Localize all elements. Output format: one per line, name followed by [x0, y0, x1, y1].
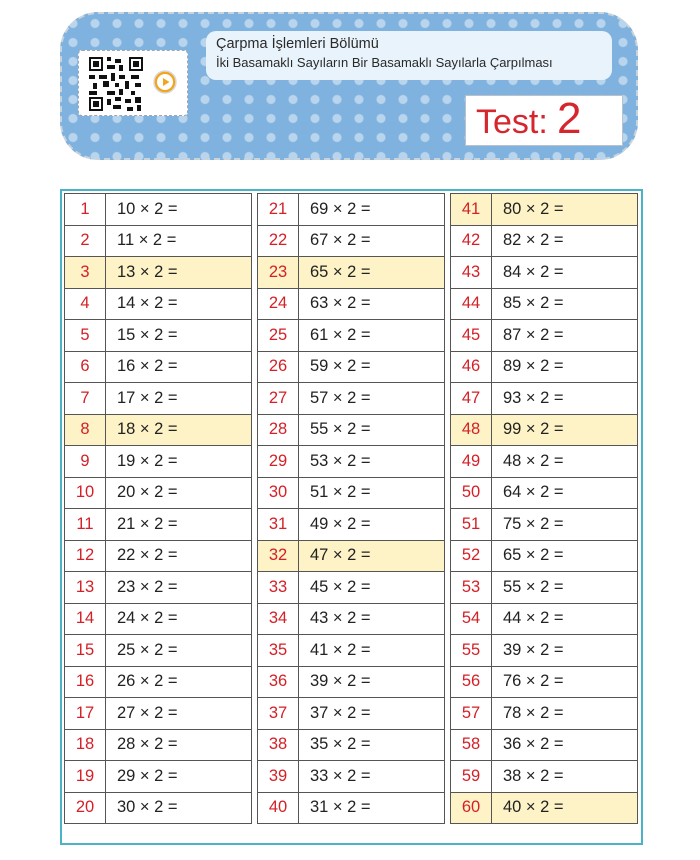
- problem-number: 48: [451, 414, 492, 446]
- problem-number: 4: [65, 288, 106, 320]
- problem-expression: 45 × 2 =: [299, 572, 445, 604]
- table-row: [65, 729, 638, 761]
- problem-number: 19: [65, 761, 106, 793]
- problem-expression: 25 × 2 =: [106, 635, 252, 667]
- problem-expression: 78 × 2 =: [492, 698, 638, 730]
- table-row: [65, 414, 638, 446]
- problem-number: 39: [258, 761, 299, 793]
- problem-number: 35: [258, 635, 299, 667]
- problem-number: 21: [258, 194, 299, 226]
- problem-expression: 75 × 2 =: [492, 509, 638, 541]
- table-row: [65, 572, 638, 604]
- problem-expression: 48 × 2 =: [492, 446, 638, 478]
- problem-expression: 11 × 2 =: [106, 225, 252, 257]
- problem-expression: 10 × 2 =: [106, 194, 252, 226]
- problem-number: 6: [65, 351, 106, 383]
- table-row: [65, 225, 638, 257]
- problem-expression: 41 × 2 =: [299, 635, 445, 667]
- problem-number: 59: [451, 761, 492, 793]
- problem-expression: 29 × 2 =: [106, 761, 252, 793]
- problem-number: 22: [258, 225, 299, 257]
- table-row: [65, 761, 638, 793]
- problem-number: 14: [65, 603, 106, 635]
- problem-expression: 13 × 2 =: [106, 257, 252, 289]
- problem-expression: 17 × 2 =: [106, 383, 252, 415]
- problem-expression: 99 × 2 =: [492, 414, 638, 446]
- test-label: Test:: [476, 103, 548, 141]
- problem-expression: 30 × 2 =: [106, 792, 252, 824]
- problem-expression: 14 × 2 =: [106, 288, 252, 320]
- table-row: [65, 288, 638, 320]
- problem-number: 41: [451, 194, 492, 226]
- problem-expression: 82 × 2 =: [492, 225, 638, 257]
- problem-expression: 18 × 2 =: [106, 414, 252, 446]
- problem-number: 54: [451, 603, 492, 635]
- problem-number: 9: [65, 446, 106, 478]
- problem-number: 1: [65, 194, 106, 226]
- problem-expression: 31 × 2 =: [299, 792, 445, 824]
- problem-number: 23: [258, 257, 299, 289]
- problem-expression: 55 × 2 =: [492, 572, 638, 604]
- section-title: Çarpma İşlemleri Bölümü: [216, 36, 379, 52]
- problem-number: 37: [258, 698, 299, 730]
- table-row: [65, 509, 638, 541]
- problem-expression: 19 × 2 =: [106, 446, 252, 478]
- problem-number: 46: [451, 351, 492, 383]
- problem-number: 18: [65, 729, 106, 761]
- problem-expression: 63 × 2 =: [299, 288, 445, 320]
- problem-expression: 39 × 2 =: [492, 635, 638, 667]
- problem-number: 31: [258, 509, 299, 541]
- table-row: [65, 698, 638, 730]
- problem-expression: 47 × 2 =: [299, 540, 445, 572]
- qr-card[interactable]: [78, 50, 188, 116]
- problem-number: 53: [451, 572, 492, 604]
- problem-number: 56: [451, 666, 492, 698]
- problem-number: 36: [258, 666, 299, 698]
- table-row: [65, 540, 638, 572]
- problem-expression: 59 × 2 =: [299, 351, 445, 383]
- problem-number: 8: [65, 414, 106, 446]
- table-row: [65, 792, 638, 824]
- problem-expression: 21 × 2 =: [106, 509, 252, 541]
- table-row: [65, 320, 638, 352]
- problem-number: 58: [451, 729, 492, 761]
- problem-expression: 22 × 2 =: [106, 540, 252, 572]
- problem-expression: 85 × 2 =: [492, 288, 638, 320]
- table-row: [65, 446, 638, 478]
- problem-number: 38: [258, 729, 299, 761]
- problem-number: 27: [258, 383, 299, 415]
- problem-expression: 27 × 2 =: [106, 698, 252, 730]
- problem-expression: 80 × 2 =: [492, 194, 638, 226]
- problem-number: 51: [451, 509, 492, 541]
- problem-number: 28: [258, 414, 299, 446]
- problem-number: 26: [258, 351, 299, 383]
- table-row: [65, 194, 638, 226]
- problem-number: 24: [258, 288, 299, 320]
- problem-number: 60: [451, 792, 492, 824]
- problem-expression: 76 × 2 =: [492, 666, 638, 698]
- problem-grid: [64, 193, 638, 824]
- problem-expression: 65 × 2 =: [492, 540, 638, 572]
- problem-number: 15: [65, 635, 106, 667]
- problem-number: 47: [451, 383, 492, 415]
- problem-number: 49: [451, 446, 492, 478]
- test-badge: [465, 95, 623, 146]
- problem-expression: 93 × 2 =: [492, 383, 638, 415]
- problem-expression: 24 × 2 =: [106, 603, 252, 635]
- test-number: 2: [557, 94, 582, 143]
- play-icon[interactable]: [153, 70, 177, 94]
- problem-expression: 26 × 2 =: [106, 666, 252, 698]
- table-row: [65, 635, 638, 667]
- problem-expression: 67 × 2 =: [299, 225, 445, 257]
- problem-expression: 38 × 2 =: [492, 761, 638, 793]
- problem-expression: 35 × 2 =: [299, 729, 445, 761]
- problem-number: 20: [65, 792, 106, 824]
- table-row: [65, 666, 638, 698]
- table-row: [65, 477, 638, 509]
- problem-expression: 20 × 2 =: [106, 477, 252, 509]
- problem-expression: 49 × 2 =: [299, 509, 445, 541]
- problem-expression: 16 × 2 =: [106, 351, 252, 383]
- problem-number: 10: [65, 477, 106, 509]
- problem-number: 32: [258, 540, 299, 572]
- title-box: [206, 31, 612, 80]
- problem-number: 11: [65, 509, 106, 541]
- problem-expression: 61 × 2 =: [299, 320, 445, 352]
- table-row: [65, 383, 638, 415]
- problem-expression: 39 × 2 =: [299, 666, 445, 698]
- problem-number: 16: [65, 666, 106, 698]
- problem-expression: 53 × 2 =: [299, 446, 445, 478]
- qr-code-icon[interactable]: [89, 57, 143, 111]
- problem-expression: 69 × 2 =: [299, 194, 445, 226]
- problem-number: 30: [258, 477, 299, 509]
- problem-expression: 65 × 2 =: [299, 257, 445, 289]
- problem-expression: 36 × 2 =: [492, 729, 638, 761]
- table-row: [65, 257, 638, 289]
- problem-expression: 40 × 2 =: [492, 792, 638, 824]
- problem-number: 17: [65, 698, 106, 730]
- problem-expression: 28 × 2 =: [106, 729, 252, 761]
- problem-expression: 64 × 2 =: [492, 477, 638, 509]
- problem-number: 13: [65, 572, 106, 604]
- problem-number: 25: [258, 320, 299, 352]
- problem-number: 45: [451, 320, 492, 352]
- problem-expression: 55 × 2 =: [299, 414, 445, 446]
- problem-number: 7: [65, 383, 106, 415]
- table-row: [65, 351, 638, 383]
- problem-expression: 89 × 2 =: [492, 351, 638, 383]
- problem-expression: 33 × 2 =: [299, 761, 445, 793]
- problem-expression: 23 × 2 =: [106, 572, 252, 604]
- problem-expression: 43 × 2 =: [299, 603, 445, 635]
- problem-expression: 57 × 2 =: [299, 383, 445, 415]
- problem-number: 44: [451, 288, 492, 320]
- problem-number: 52: [451, 540, 492, 572]
- problem-expression: 15 × 2 =: [106, 320, 252, 352]
- problem-number: 33: [258, 572, 299, 604]
- problem-number: 43: [451, 257, 492, 289]
- problem-number: 50: [451, 477, 492, 509]
- problem-expression: 84 × 2 =: [492, 257, 638, 289]
- problem-number: 42: [451, 225, 492, 257]
- problem-expression: 44 × 2 =: [492, 603, 638, 635]
- problem-number: 2: [65, 225, 106, 257]
- problem-number: 3: [65, 257, 106, 289]
- problem-number: 12: [65, 540, 106, 572]
- problem-expression: 37 × 2 =: [299, 698, 445, 730]
- table-row: [65, 603, 638, 635]
- problem-number: 34: [258, 603, 299, 635]
- topic-subtitle: İki Basamaklı Sayıların Bir Basamaklı Sayılarla Çarpılması: [216, 55, 553, 70]
- problem-number: 29: [258, 446, 299, 478]
- problem-expression: 51 × 2 =: [299, 477, 445, 509]
- problem-number: 55: [451, 635, 492, 667]
- problem-number: 5: [65, 320, 106, 352]
- problem-number: 40: [258, 792, 299, 824]
- problem-number: 57: [451, 698, 492, 730]
- problem-expression: 87 × 2 =: [492, 320, 638, 352]
